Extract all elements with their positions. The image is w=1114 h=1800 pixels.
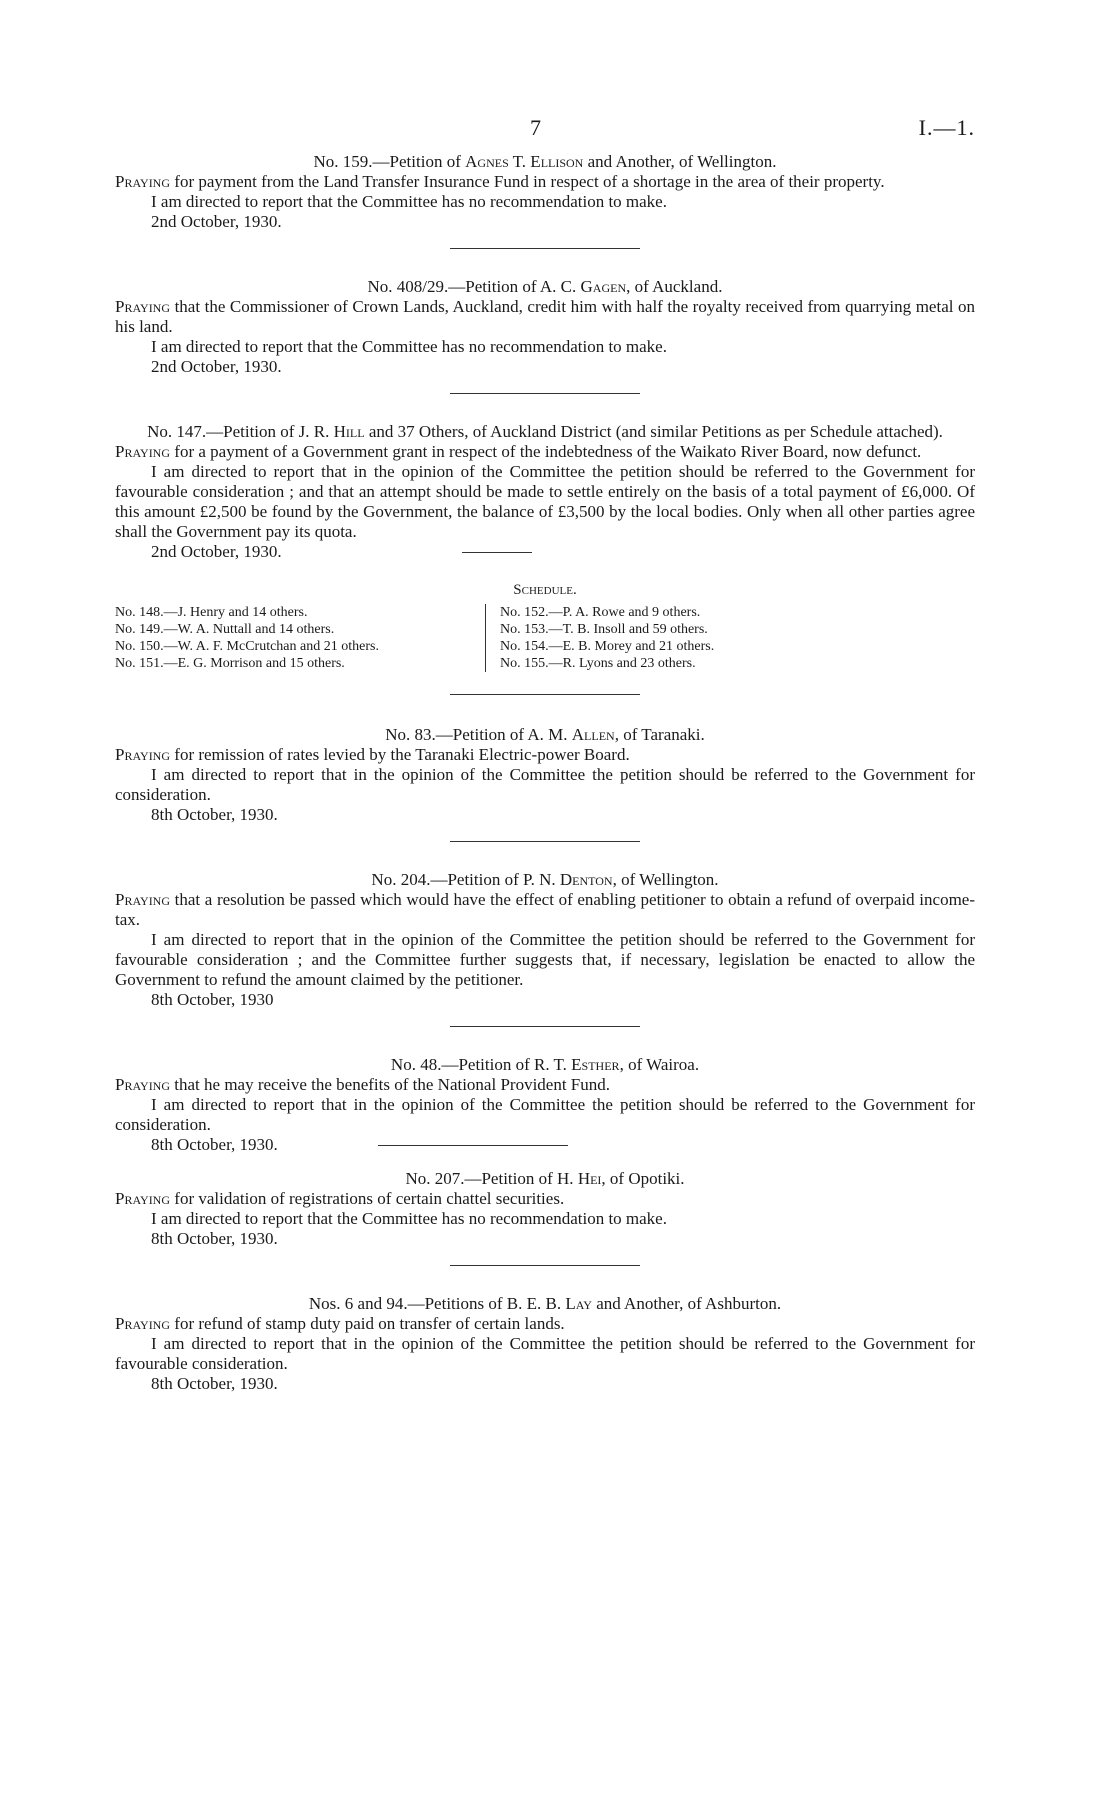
document-reference: I.—1. bbox=[918, 115, 975, 140]
petition-6-94 bbox=[115, 1294, 975, 1394]
petition-date: 8th October, 1930. bbox=[151, 1374, 278, 1393]
petition-title: No. 207.—Petition of H. Hei, of Opotiki. bbox=[405, 1169, 685, 1188]
petition-praying: Praying that he may receive the benefits of the National Provident Fund. bbox=[115, 1075, 611, 1094]
section-divider bbox=[450, 1265, 640, 1266]
petition-title: No. 48.—Petition of R. T. Esther, of Wairoa. bbox=[390, 1055, 700, 1074]
schedule-entry: No. 149.—W. A. Nuttall and 14 others. bbox=[115, 622, 335, 637]
schedule-table bbox=[115, 604, 975, 672]
schedule-entry: No. 153.—T. B. Insoll and 59 others. bbox=[500, 622, 708, 637]
petition-title: No. 83.—Petition of A. M. Allen, of Taranaki. bbox=[385, 725, 705, 744]
petition-title: No. 408/29.—Petition of A. C. Gagen, of Auckland. bbox=[367, 277, 723, 296]
page-number: 7 bbox=[530, 115, 541, 140]
petition-report: I am directed to report that the Committee has no recommendation to make. bbox=[151, 337, 667, 356]
page-header bbox=[115, 115, 975, 152]
schedule-right-column bbox=[485, 604, 900, 672]
schedule-entry: No. 150.—W. A. F. McCrutchan and 21 others. bbox=[115, 639, 379, 654]
section-divider bbox=[450, 248, 640, 249]
petition-report: I am directed to report that in the opinion of the Committee the petition should be referred to the Government for favourable consideration ; and that an attempt should be made to settle entirely on the basis of a total payment of £6,000. Of this amount £2,500 be found by the Government, the balance of £3,500 by the local bodies. Only when all other parties agree shall the Government pay its quota. bbox=[115, 462, 975, 541]
petition-date: 8th October, 1930 bbox=[151, 990, 274, 1009]
section-divider bbox=[462, 552, 532, 553]
petition-report: I am directed to report that the Committee has no recommendation to make. bbox=[151, 1209, 667, 1228]
petition-date: 2nd October, 1930. bbox=[151, 542, 282, 561]
petition-408-29 bbox=[115, 277, 975, 377]
schedule-entry: No. 152.—P. A. Rowe and 9 others. bbox=[500, 605, 701, 620]
petition-report: I am directed to report that in the opinion of the Committee the petition should be referred to the Government for favourable consideration ; and the Committee further suggests that, if necessary, legislation be enacted to allow the Government to refund the amount claimed by the petitioner. bbox=[115, 930, 975, 989]
petition-date: 8th October, 1930. bbox=[151, 1135, 278, 1154]
section-divider bbox=[450, 694, 640, 695]
petition-report: I am directed to report that in the opinion of the Committee the petition should be referred to the Government for consideration. bbox=[115, 765, 975, 804]
petition-praying: Praying for a payment of a Government grant in respect of the indebtedness of the Waikato River Board, now defunct. bbox=[115, 442, 922, 461]
petition-report: I am directed to report that in the opinion of the Committee the petition should be referred to the Government for consideration. bbox=[115, 1095, 975, 1134]
schedule-left-column bbox=[115, 604, 545, 672]
schedule-heading: Schedule. bbox=[513, 582, 577, 598]
petition-report: I am directed to report that the Committee has no recommendation to make. bbox=[151, 192, 667, 211]
petition-praying: Praying for payment from the Land Transfer Insurance Fund in respect of a shortage in the area of their property. bbox=[115, 172, 885, 191]
petition-date: 8th October, 1930. bbox=[151, 1229, 278, 1248]
petition-date-row bbox=[115, 1135, 975, 1155]
petition-date: 2nd October, 1930. bbox=[151, 357, 282, 376]
petition-praying: Praying for remission of rates levied by the Taranaki Electric-power Board. bbox=[115, 745, 630, 764]
section-divider bbox=[378, 1145, 568, 1146]
petition-praying: Praying that a resolution be passed which would have the effect of enabling petitioner to obtain a refund of overpaid income-tax. bbox=[115, 890, 975, 929]
schedule-entry: No. 154.—E. B. Morey and 21 others. bbox=[500, 639, 715, 654]
petition-praying: Praying that the Commissioner of Crown Lands, Auckland, credit him with half the royalty received from quarrying metal on his land. bbox=[115, 297, 975, 336]
petition-title: No. 147.—Petition of J. R. Hill and 37 Others, of Auckland District (and similar Petitions as per Schedule attached). bbox=[147, 422, 943, 441]
petition-date: 2nd October, 1930. bbox=[151, 212, 282, 231]
section-divider bbox=[450, 841, 640, 842]
petition-83 bbox=[115, 725, 975, 825]
petition-147 bbox=[115, 422, 975, 562]
petition-date: 8th October, 1930. bbox=[151, 805, 278, 824]
schedule-entry: No. 155.—R. Lyons and 23 others. bbox=[500, 656, 696, 671]
schedule-entry: No. 151.—E. G. Morrison and 15 others. bbox=[115, 656, 345, 671]
petition-204 bbox=[115, 870, 975, 1010]
petition-207 bbox=[115, 1169, 975, 1249]
petition-report: I am directed to report that in the opinion of the Committee the petition should be referred to the Government for favourable consideration. bbox=[115, 1334, 975, 1373]
spacer bbox=[115, 1155, 975, 1169]
petition-title: No. 159.—Petition of Agnes T. Ellison and Another, of Wellington. bbox=[313, 152, 777, 171]
document-page bbox=[115, 115, 975, 1394]
petition-48 bbox=[115, 1055, 975, 1155]
petition-praying: Praying for refund of stamp duty paid on transfer of certain lands. bbox=[115, 1314, 565, 1333]
petition-title: Nos. 6 and 94.—Petitions of B. E. B. Lay and Another, of Ashburton. bbox=[308, 1294, 782, 1313]
petition-date-row bbox=[115, 542, 975, 562]
section-divider bbox=[450, 393, 640, 394]
petition-title: No. 204.—Petition of P. N. Denton, of Wellington. bbox=[371, 870, 719, 889]
schedule-entry: No. 148.—J. Henry and 14 others. bbox=[115, 605, 308, 620]
petition-praying: Praying for validation of registrations of certain chattel securities. bbox=[115, 1189, 565, 1208]
petition-159 bbox=[115, 152, 975, 232]
section-divider bbox=[450, 1026, 640, 1027]
